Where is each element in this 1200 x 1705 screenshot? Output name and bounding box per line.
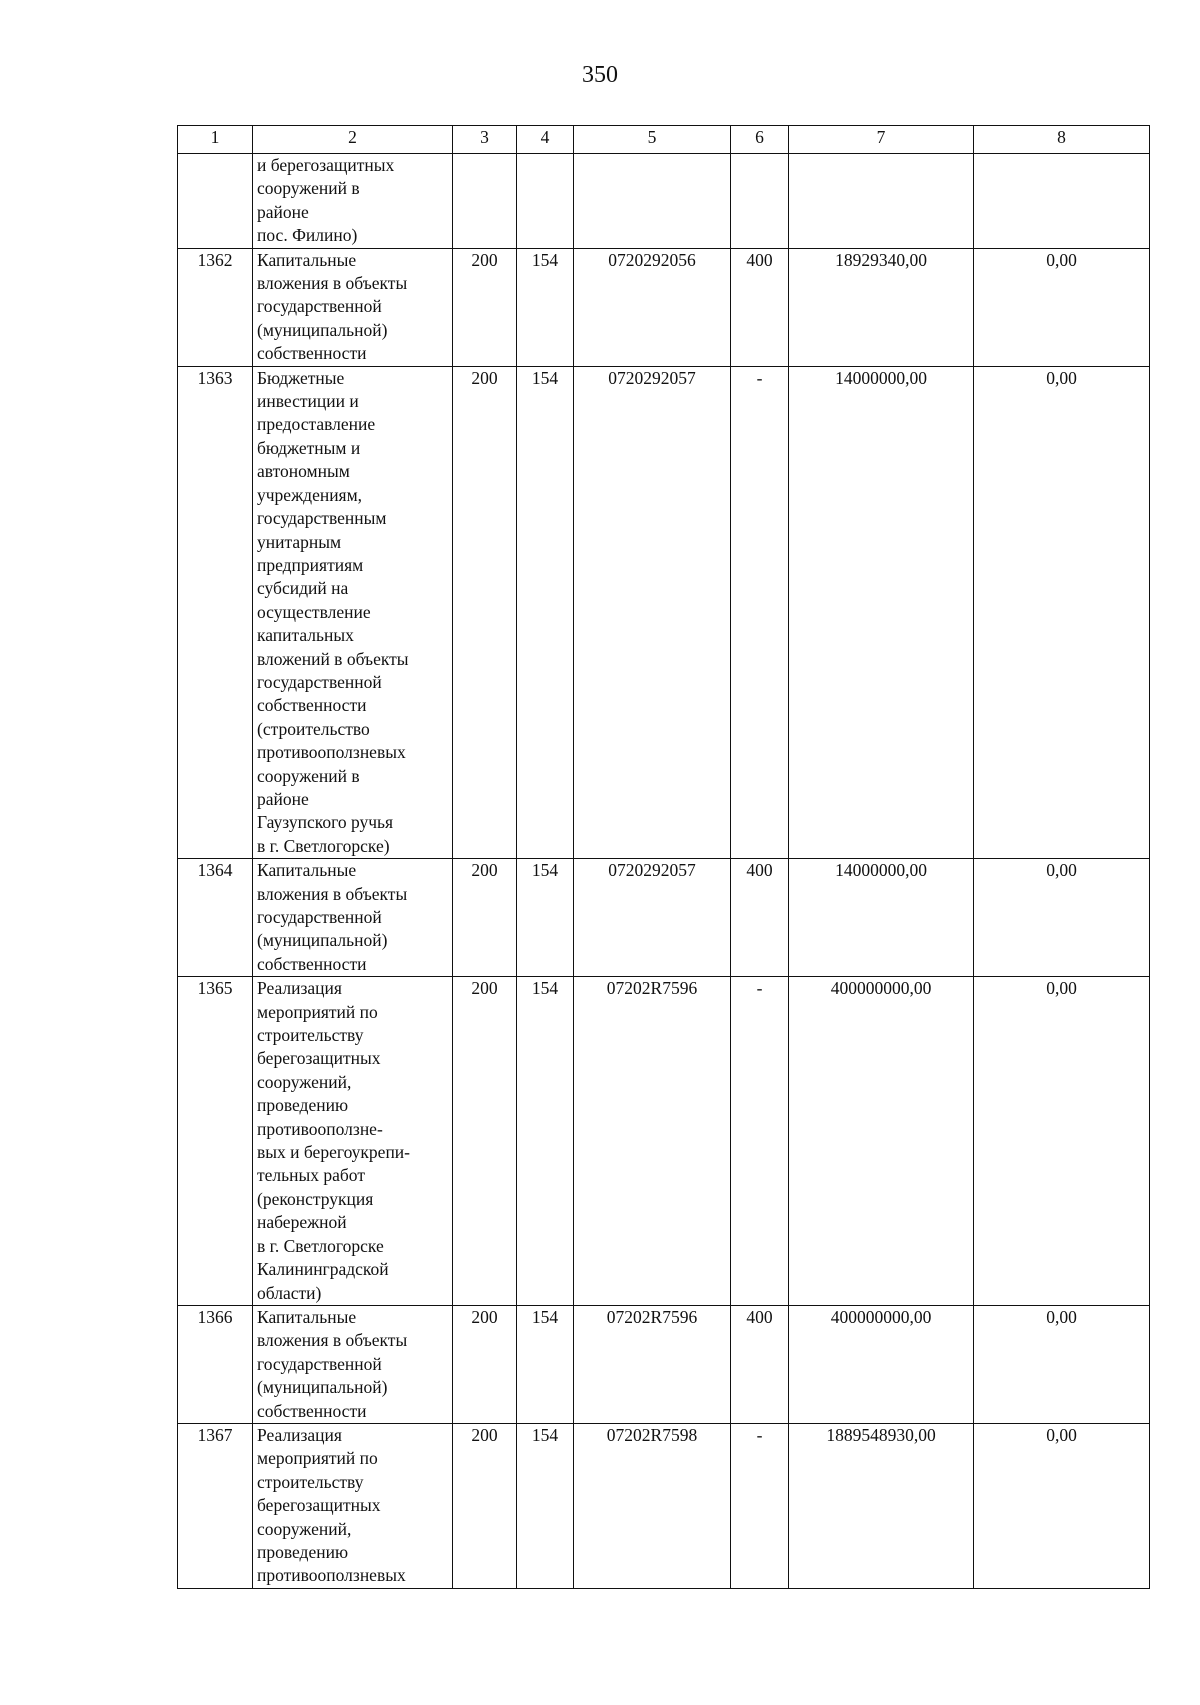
target-article-cell: 07202R7596 [574, 1305, 731, 1423]
target-article-cell: 0720292056 [574, 248, 731, 366]
table-row [178, 248, 1150, 366]
row-number-cell [178, 154, 253, 249]
table-row [178, 859, 1150, 977]
item-name-cell: Капитальные вложения в объекты государственной (муниципальной) собственности [253, 248, 453, 366]
target-article-cell: 07202R7598 [574, 1423, 731, 1588]
expense-type-cell: - [731, 1423, 789, 1588]
target-article-cell: 0720292057 [574, 366, 731, 859]
amount-cell: 14000000,00 [789, 859, 974, 977]
column-header: 1 [178, 126, 253, 154]
amount-second-cell: 0,00 [974, 1423, 1150, 1588]
ministry-code-cell: 200 [453, 1423, 517, 1588]
expense-type-cell: 400 [731, 1305, 789, 1423]
expense-type-cell: 400 [731, 859, 789, 977]
column-header: 5 [574, 126, 731, 154]
ministry-code-cell: 200 [453, 1305, 517, 1423]
amount-second-cell: 0,00 [974, 977, 1150, 1306]
row-number-cell: 1362 [178, 248, 253, 366]
row-number-cell: 1367 [178, 1423, 253, 1588]
amount-cell [789, 154, 974, 249]
table-row [178, 1305, 1150, 1423]
amount-second-cell [974, 154, 1150, 249]
section-code-cell: 154 [517, 1305, 574, 1423]
expense-type-cell: 400 [731, 248, 789, 366]
column-header: 4 [517, 126, 574, 154]
table-row [178, 366, 1150, 859]
section-code-cell: 154 [517, 859, 574, 977]
amount-second-cell: 0,00 [974, 366, 1150, 859]
amount-cell: 1889548930,00 [789, 1423, 974, 1588]
column-header: 6 [731, 126, 789, 154]
ministry-code-cell [453, 154, 517, 249]
table-row [178, 1423, 1150, 1588]
expense-type-cell: - [731, 977, 789, 1306]
table-row [178, 977, 1150, 1306]
page-number: 350 [582, 62, 618, 88]
column-header: 8 [974, 126, 1150, 154]
ministry-code-cell: 200 [453, 977, 517, 1306]
amount-cell: 14000000,00 [789, 366, 974, 859]
budget-table [177, 125, 1150, 1589]
section-code-cell: 154 [517, 977, 574, 1306]
ministry-code-cell: 200 [453, 248, 517, 366]
target-article-cell [574, 154, 731, 249]
ministry-code-cell: 200 [453, 859, 517, 977]
column-header: 3 [453, 126, 517, 154]
section-code-cell: 154 [517, 248, 574, 366]
column-header: 2 [253, 126, 453, 154]
expense-type-cell: - [731, 366, 789, 859]
ministry-code-cell: 200 [453, 366, 517, 859]
amount-second-cell: 0,00 [974, 859, 1150, 977]
item-name-cell: Реализация мероприятий по строительству берегозащитных сооружений, проведению противооползне- вых и берегоукрепи- тельных работ (реконструкция набережной в г. Светлогорске Калининградской области) [253, 977, 453, 1306]
row-number-cell: 1364 [178, 859, 253, 977]
item-name-cell: Капитальные вложения в объекты государственной (муниципальной) собственности [253, 859, 453, 977]
amount-cell: 400000000,00 [789, 1305, 974, 1423]
target-article-cell: 07202R7596 [574, 977, 731, 1306]
item-name-cell: Капитальные вложения в объекты государственной (муниципальной) собственности [253, 1305, 453, 1423]
item-name-cell: Реализация мероприятий по строительству берегозащитных сооружений, проведению противооползневых [253, 1423, 453, 1588]
amount-second-cell: 0,00 [974, 1305, 1150, 1423]
amount-cell: 18929340,00 [789, 248, 974, 366]
expense-type-cell [731, 154, 789, 249]
amount-cell: 400000000,00 [789, 977, 974, 1306]
section-code-cell: 154 [517, 1423, 574, 1588]
header-row [178, 126, 1150, 154]
item-name-cell: и берегозащитных сооружений в районе пос. Филино) [253, 154, 453, 249]
item-name-cell: Бюджетные инвестиции и предоставление бюджетным и автономным учреждениям, государственным унитарным предприятиям субсидий на осуществление капитальных вложений в объекты государственной собственности (строительство противооползневых сооружений в районе Гаузупского ручья в г. Светлогорске) [253, 366, 453, 859]
row-number-cell: 1365 [178, 977, 253, 1306]
section-code-cell [517, 154, 574, 249]
row-number-cell: 1366 [178, 1305, 253, 1423]
amount-second-cell: 0,00 [974, 248, 1150, 366]
column-header: 7 [789, 126, 974, 154]
section-code-cell: 154 [517, 366, 574, 859]
target-article-cell: 0720292057 [574, 859, 731, 977]
table-row [178, 154, 1150, 249]
row-number-cell: 1363 [178, 366, 253, 859]
